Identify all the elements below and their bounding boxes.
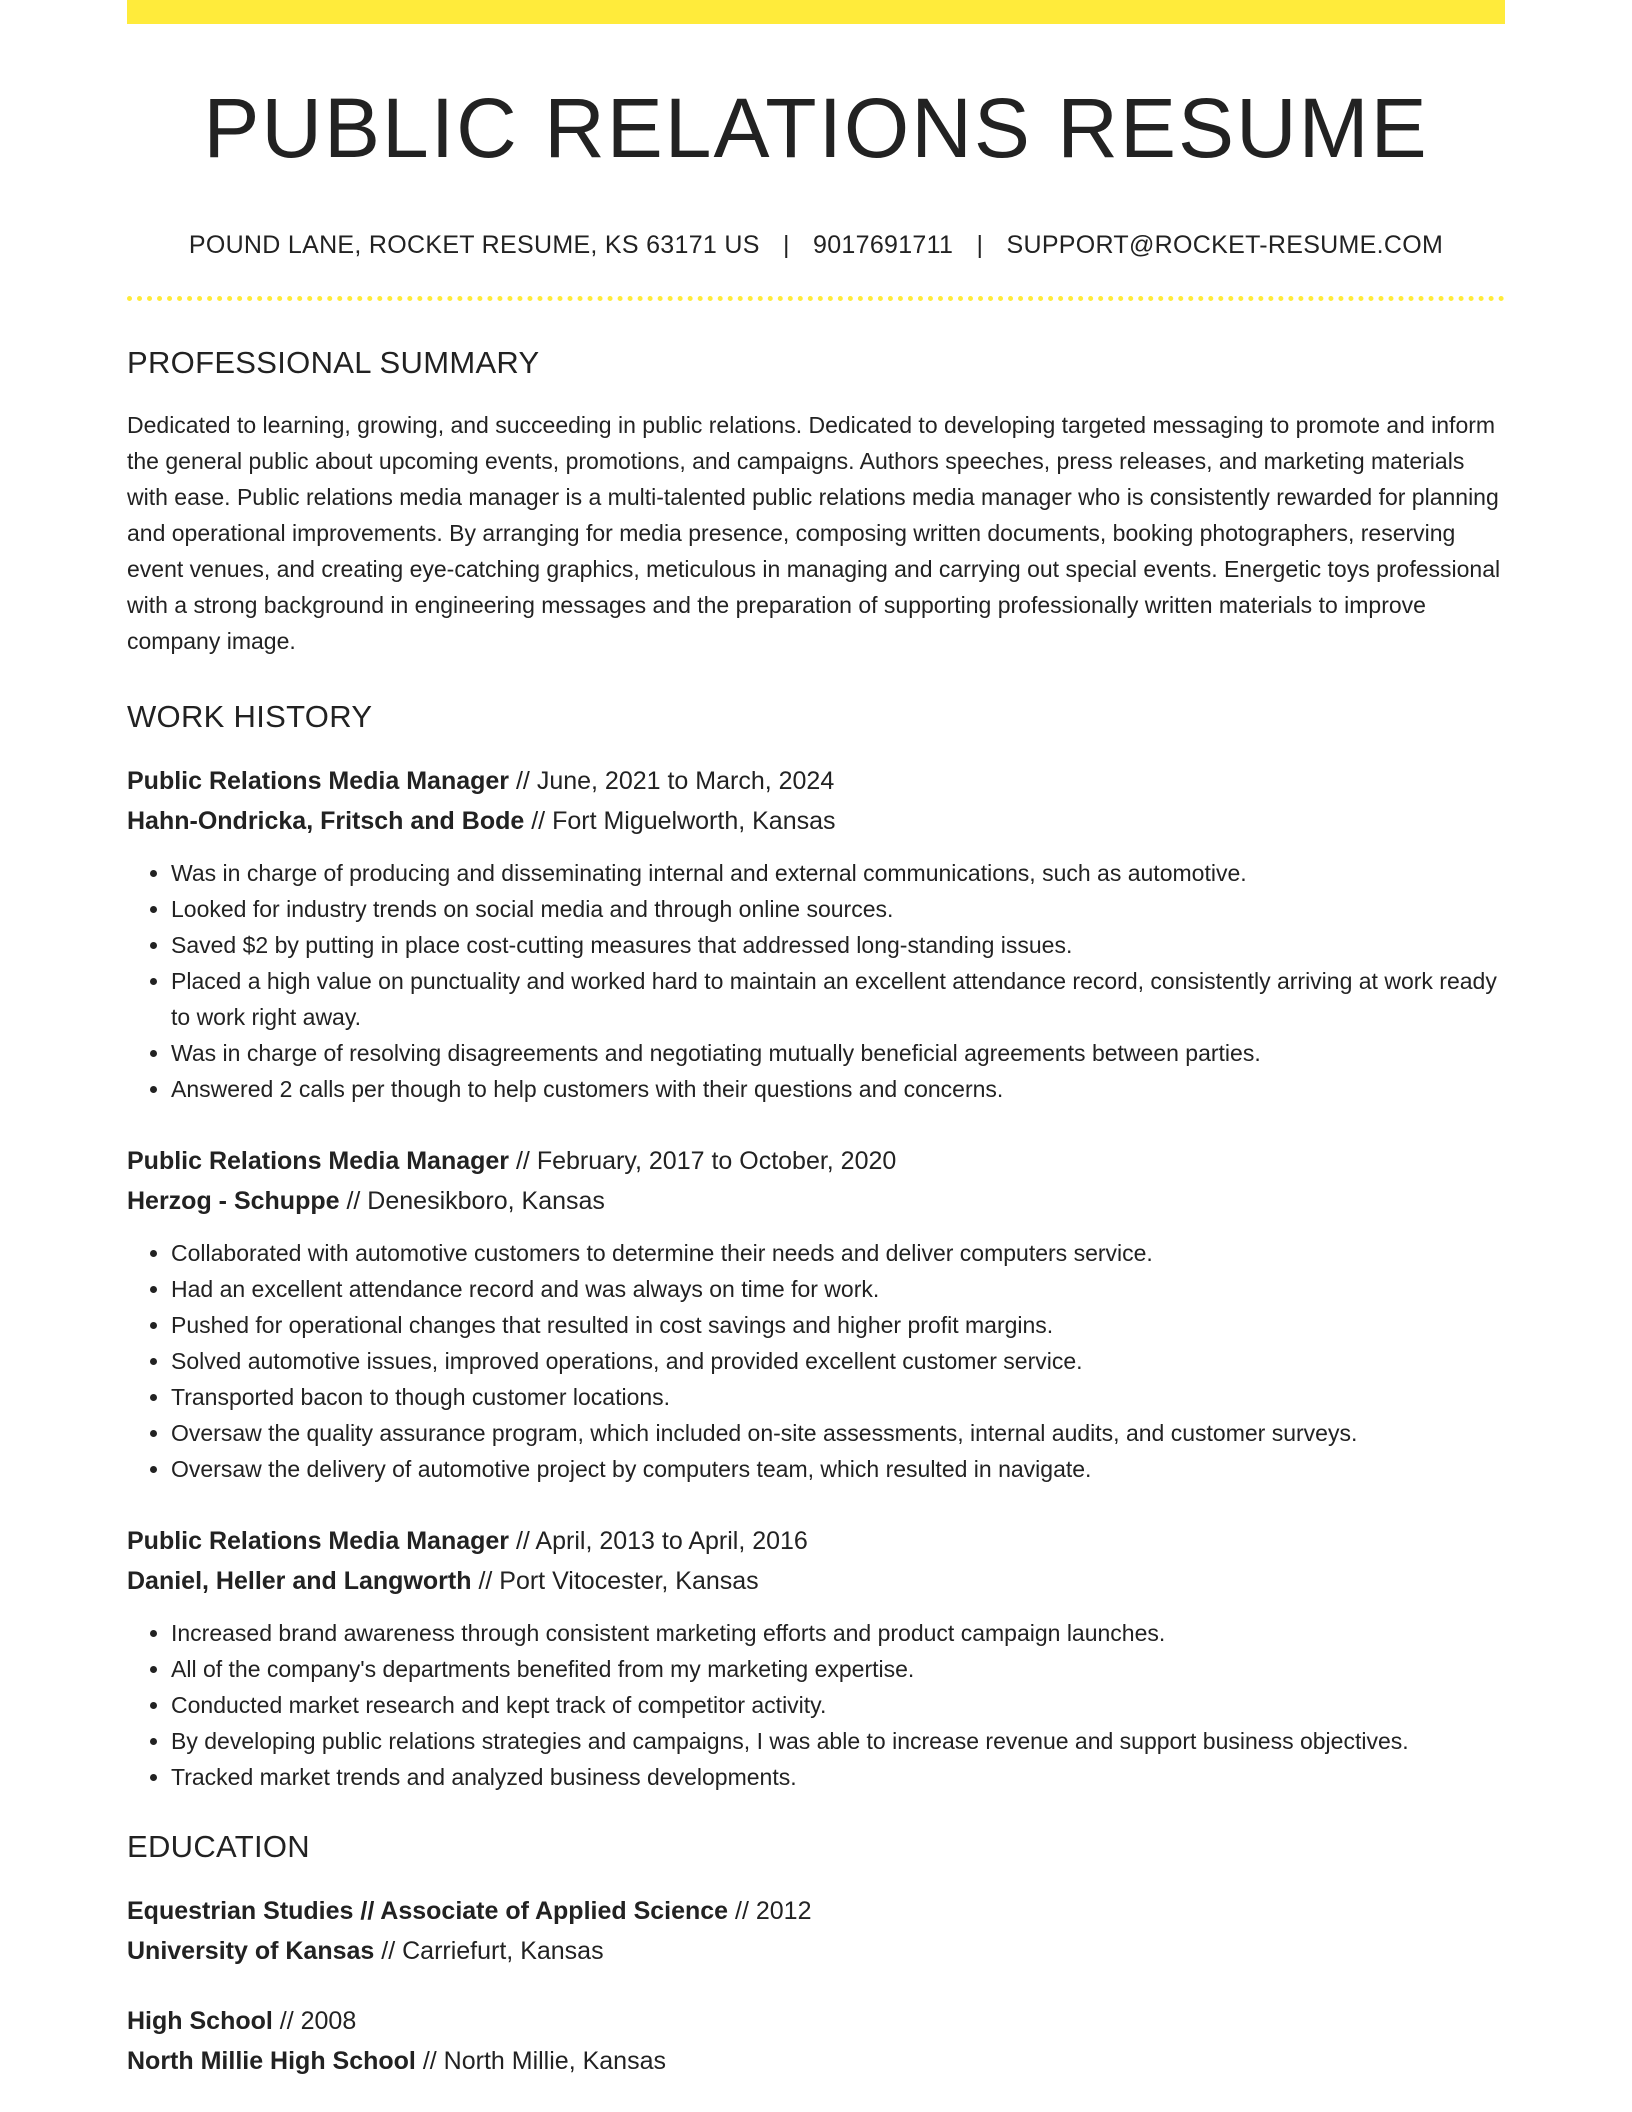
dotted-divider — [127, 296, 1505, 301]
contact-separator: | — [976, 230, 984, 259]
education-entry — [127, 2001, 1505, 2081]
summary-text: Dedicated to learning, growing, and succeeding in public relations. Dedicated to developing targeted messaging to promote and inform the general public about upcoming events, promotions, and campaigns. Authors speeches, press releases, and marketing materials with ease. Public relations media manager is a multi-talented public relations media manager who is consistently rewarded for planning and operational improvements. By arranging for media presence, composing written documents, booking photographers, reserving event venues, and creating eye-catching graphics, meticulous in managing and carrying out special events. Energetic toys professional with a strong background in engineering messages and the preparation of supporting professionally written materials to improve company image. — [127, 411, 1501, 654]
contact-line — [127, 231, 1505, 260]
job-location: // Fort Miguelworth, Kansas — [524, 806, 836, 835]
job-bullet: • Looked for industry trends on social media and through online sources. — [171, 891, 1505, 927]
education-list — [127, 1891, 1505, 2081]
contact-address: POUND LANE, ROCKET RESUME, KS 63171 US — [188, 230, 760, 259]
job-bullet: • Transported bacon to though customer locations. — [171, 1379, 1505, 1415]
education-heading: EDUCATION — [127, 1828, 310, 1864]
education-degree: Equestrian Studies // Associate of Applied Science — [127, 1896, 729, 1925]
job-company: Hahn-Ondricka, Fritsch and Bode — [127, 806, 525, 835]
job-bullet: • Answered 2 calls per though to help customers with their questions and concerns. — [171, 1071, 1505, 1107]
job-bullet: • Was in charge of resolving disagreements and negotiating mutually beneficial agreements between parties. — [171, 1035, 1505, 1071]
summary-heading: PROFESSIONAL SUMMARY — [127, 344, 540, 380]
work-history-list — [127, 761, 1505, 1795]
job-bullet: • Pushed for operational changes that resulted in cost savings and higher profit margins. — [171, 1307, 1505, 1343]
contact-separator: | — [782, 230, 790, 259]
job-bullet: • All of the company's departments benefited from my marketing expertise. — [171, 1651, 1505, 1687]
job-title-line — [127, 1521, 1505, 1561]
education-school-line — [127, 1931, 1505, 1971]
job-company: Daniel, Heller and Langworth — [127, 1566, 472, 1595]
education-degree-line — [127, 1891, 1505, 1931]
job-bullet: • Oversaw the delivery of automotive project by computers team, which resulted in navigate. — [171, 1451, 1505, 1487]
resume-page — [127, 0, 1505, 2081]
top-accent-bar — [127, 0, 1505, 24]
job-dates: // April, 2013 to April, 2016 — [509, 1526, 808, 1555]
education-school: North Millie High School — [127, 2046, 416, 2075]
education-degree-line — [127, 2001, 1505, 2041]
job-company-line — [127, 1561, 1505, 1601]
education-entry — [127, 1891, 1505, 1971]
job-bullet: • Conducted market research and kept track of competitor activity. — [171, 1687, 1505, 1723]
job-title-line — [127, 761, 1505, 801]
job-entry — [127, 1141, 1505, 1487]
job-bullet: • Collaborated with automotive customers to determine their needs and deliver computers service. — [171, 1235, 1505, 1271]
education-location: // North Millie, Kansas — [415, 2046, 666, 2075]
job-bullet-list — [127, 1235, 1505, 1487]
job-company-line — [127, 1181, 1505, 1221]
contact-email[interactable]: SUPPORT@ROCKET-RESUME.COM — [1006, 230, 1444, 259]
job-entry — [127, 761, 1505, 1107]
job-location: // Port Vitocester, Kansas — [471, 1566, 759, 1595]
job-title: Public Relations Media Manager — [127, 1146, 510, 1175]
education-school-line — [127, 2041, 1505, 2081]
job-bullet: • Solved automotive issues, improved operations, and provided excellent customer service. — [171, 1343, 1505, 1379]
job-bullet-list — [127, 855, 1505, 1107]
job-title: Public Relations Media Manager — [127, 1526, 510, 1555]
resume-title: PUBLIC RELATIONS RESUME — [203, 81, 1429, 175]
job-bullet: • Had an excellent attendance record and was always on time for work. — [171, 1271, 1505, 1307]
job-dates: // February, 2017 to October, 2020 — [509, 1146, 897, 1175]
job-dates: // June, 2021 to March, 2024 — [509, 766, 835, 795]
job-bullet: • Placed a high value on punctuality and worked hard to maintain an excellent attendance record, consistently arriving at work ready to work right away. — [171, 963, 1505, 1035]
job-bullet: • Increased brand awareness through consistent marketing efforts and product campaign launches. — [171, 1615, 1505, 1651]
job-title: Public Relations Media Manager — [127, 766, 510, 795]
education-degree: High School — [127, 2006, 273, 2035]
job-bullet-list — [127, 1615, 1505, 1795]
education-location: // Carriefurt, Kansas — [374, 1936, 604, 1965]
job-bullet: • Oversaw the quality assurance program, which included on-site assessments, internal audits, and customer surveys. — [171, 1415, 1505, 1451]
education-year: // 2008 — [272, 2006, 357, 2035]
job-bullet: • Tracked market trends and analyzed business developments. — [171, 1759, 1505, 1795]
job-bullet: • By developing public relations strategies and campaigns, I was able to increase revenue and support business objectives. — [171, 1723, 1505, 1759]
job-title-line — [127, 1141, 1505, 1181]
job-bullet: • Saved $2 by putting in place cost-cutting measures that addressed long-standing issues. — [171, 927, 1505, 963]
job-entry — [127, 1521, 1505, 1795]
contact-phone[interactable]: 9017691711 — [813, 230, 954, 259]
job-company-line — [127, 801, 1505, 841]
work-history-heading: WORK HISTORY — [127, 698, 373, 734]
job-bullet: • Was in charge of producing and disseminating internal and external communications, such as automotive. — [171, 855, 1505, 891]
job-company: Herzog - Schuppe — [127, 1186, 340, 1215]
job-location: // Denesikboro, Kansas — [339, 1186, 605, 1215]
education-school: University of Kansas — [127, 1936, 375, 1965]
education-year: // 2012 — [728, 1896, 812, 1925]
